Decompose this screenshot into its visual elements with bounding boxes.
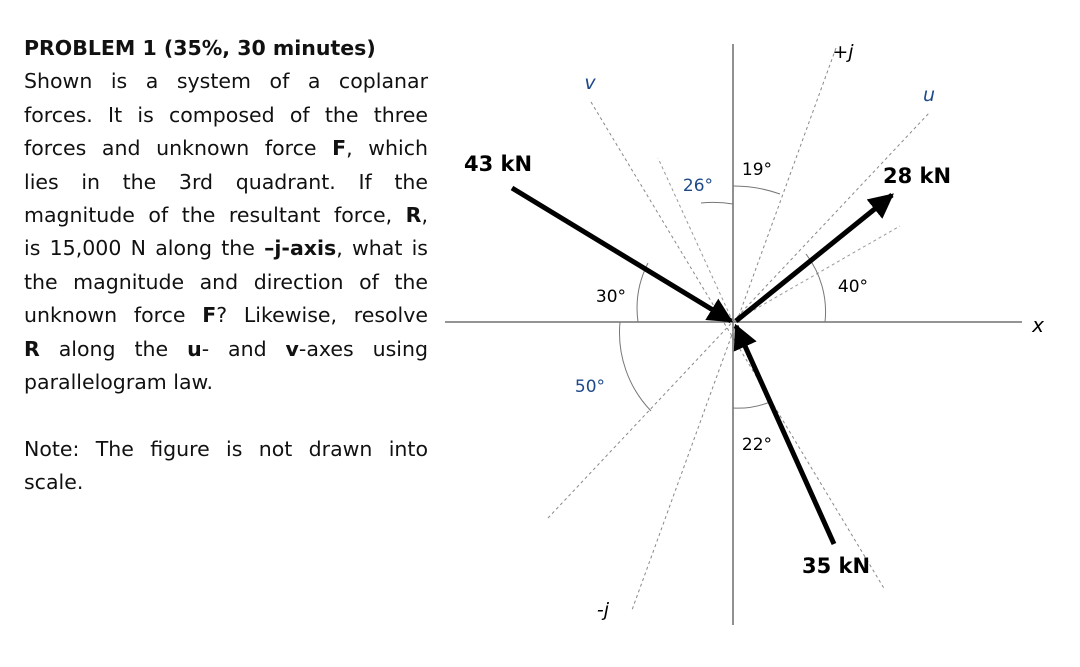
text-run: magnitude of the resultant force, bbox=[24, 202, 406, 227]
text-run: lies in the 3rd quadrant. If the bbox=[24, 169, 428, 194]
construction-line bbox=[733, 226, 900, 322]
neg-j-axis-label: -j bbox=[596, 599, 610, 621]
v-axis-line bbox=[591, 102, 885, 590]
text-run: , which bbox=[346, 136, 428, 161]
angle-label-50: 50° bbox=[574, 377, 606, 397]
text-run: is 15,000 N along the bbox=[24, 236, 265, 261]
u-axis-label: u bbox=[922, 84, 936, 106]
text-run: forces and unknown force bbox=[24, 136, 333, 161]
bold-term: –j-axis bbox=[264, 236, 337, 261]
text-run: -axes using bbox=[298, 336, 428, 361]
text-run: the magnitude and direction of the bbox=[24, 269, 428, 294]
bold-term: R bbox=[405, 202, 422, 227]
force-label-43kN: 43 kN bbox=[463, 152, 533, 176]
angle-arc-19 bbox=[733, 186, 780, 194]
note-line: scale. bbox=[24, 470, 84, 495]
bold-term: v bbox=[285, 336, 299, 361]
angle-label-19: 19° bbox=[741, 160, 773, 180]
angle-arc-26 bbox=[701, 202, 733, 204]
problem-heading: PROBLEM 1 (35%, 30 minutes) bbox=[24, 36, 376, 60]
bold-term: F bbox=[332, 136, 347, 161]
bold-term: R bbox=[24, 336, 40, 361]
force-label-28kN: 28 kN bbox=[882, 164, 952, 188]
bold-term: u bbox=[187, 336, 202, 361]
note-line: Note: The figure is not drawn into bbox=[24, 436, 428, 461]
rotated-j-axis-line bbox=[632, 48, 836, 610]
text-run: forces. It is composed of the three bbox=[24, 102, 428, 127]
angle-label-30: 30° bbox=[595, 287, 627, 307]
angle-label-22: 22° bbox=[741, 435, 773, 455]
x-axis-label: x bbox=[1032, 313, 1044, 337]
angle-label-26: 26° bbox=[682, 176, 714, 196]
text-run: along the bbox=[39, 336, 188, 361]
text-run: , what is bbox=[336, 236, 428, 261]
text-run: parallelogram law. bbox=[24, 369, 213, 394]
v-axis-label: v bbox=[584, 72, 596, 94]
text-run: ? Likewise, resolve bbox=[216, 303, 428, 328]
text-run: , bbox=[421, 202, 428, 227]
bold-term: F bbox=[202, 303, 217, 328]
force-label-35kN: 35 kN bbox=[801, 554, 871, 578]
angle-label-40: 40° bbox=[837, 277, 869, 297]
angle-arc-50 bbox=[619, 322, 651, 411]
angle-arc-22 bbox=[733, 402, 770, 408]
pos-j-axis-label: +j bbox=[832, 41, 854, 63]
text-run: - and bbox=[201, 336, 286, 361]
text-run: Shown is a system of a coplanar bbox=[24, 69, 428, 94]
text-run: unknown force bbox=[24, 303, 203, 328]
